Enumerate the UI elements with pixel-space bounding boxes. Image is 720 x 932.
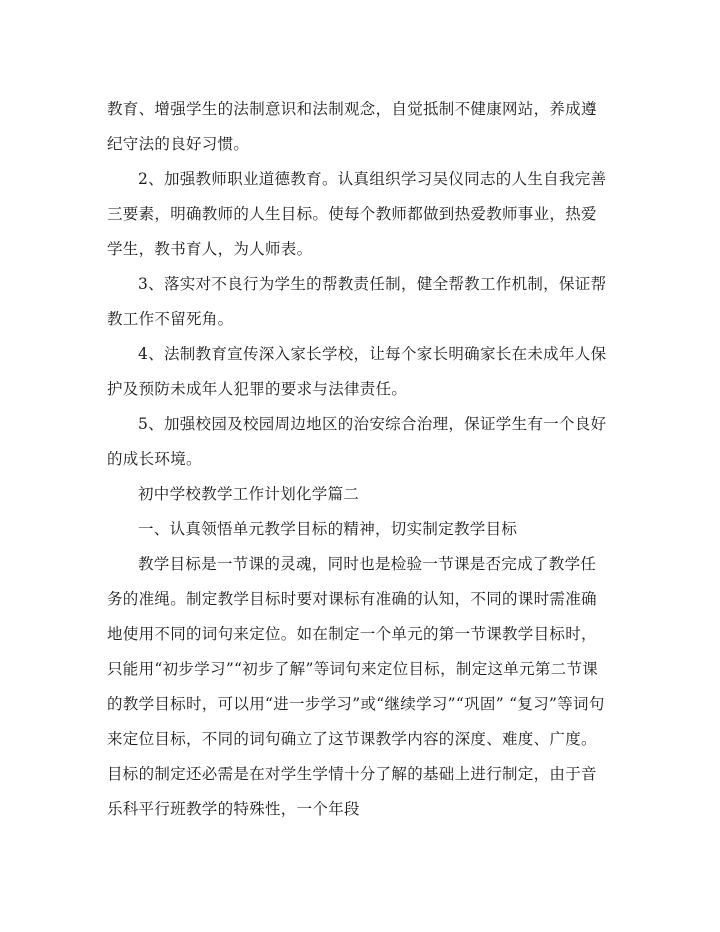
section-title: 初中学校教学工作计划化学篇二 <box>138 485 360 503</box>
paragraph-continuation: 教育、增强学生的法制意识和法制观念，自觉抵制不健康网站，养成遵纪守法的良好习惯。 <box>107 100 597 153</box>
section-subheading: 一、认真领悟单元教学目标的精神，切实制定教学目标 <box>138 520 518 538</box>
paragraph-item-5: 5、加强校园及校园周边地区的治安综合治理，保证学生有一个良好的成长环境。 <box>107 415 607 468</box>
document-body <box>107 92 607 827</box>
paragraph-item-4: 4、法制教育宣传深入家长学校，让每个家长明确家长在未成年人保护及预防未成年人犯罪的要求与法律责任。 <box>107 345 607 398</box>
paragraph-item-2: 2、加强教师职业道德教育。认真组织学习吴仪同志的人生自我完善三要素，明确教师的人生目标。使每个教师都做到热爱教师事业，热爱学生，教书育人，为人师表。 <box>107 170 607 258</box>
paragraph-body: 教学目标是一节课的灵魂，同时也是检验一节课是否完成了教学任务的准绳。制定教学目标时要对课标有准确的认知，不同的课时需准确地使用不同的词句来定位。如在制定一个单元的第一节课教学目标时，只能用“初步学习”“初步了解”等词句来定位目标，制定这单元第二节课的教学目标时，可以用“进一步学习”或“继续学习”“巩固” “复习”等词句来定位目标，不同的词句确立了这节课教学内容的深度、难度、广度。目标的制定还必需是在对学生学情十分了解的基础上进行制定，由于音乐科平行班教学的特殊性，一个年段 <box>107 555 605 818</box>
paragraph-item-3: 3、落实对不良行为学生的帮教责任制，健全帮教工作机制，保证帮教工作不留死角。 <box>107 275 607 328</box>
